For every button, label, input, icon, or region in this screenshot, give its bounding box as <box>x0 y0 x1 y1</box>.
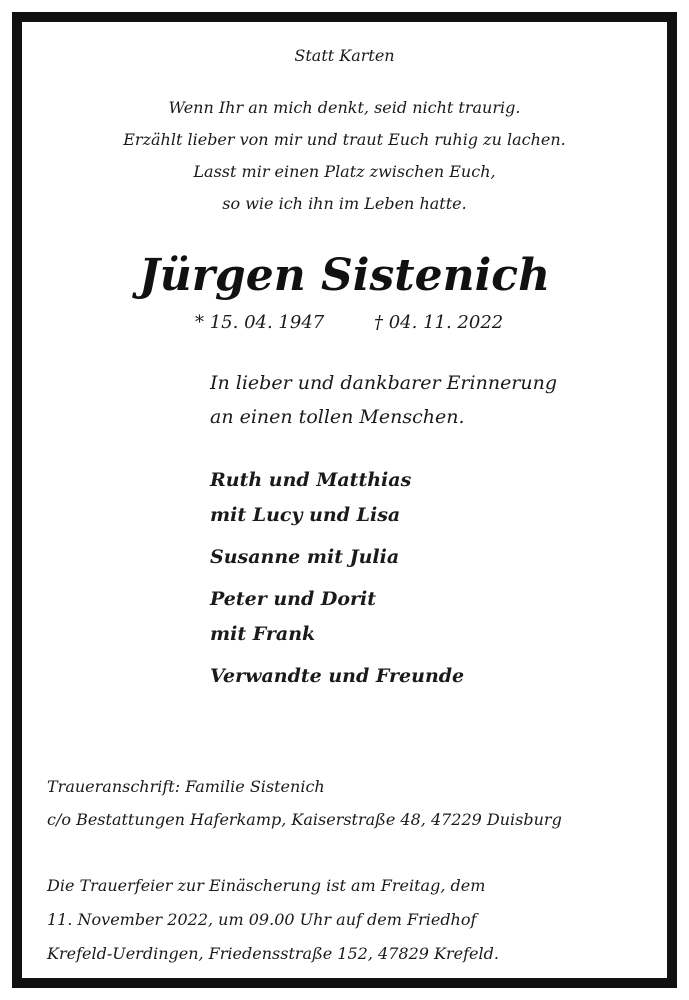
funeral-service-info <box>47 869 499 971</box>
deceased-name: Jürgen Sistenich <box>138 250 551 301</box>
poem-line: so wie ich ihn im Leben hatte. <box>222 194 467 213</box>
service-line: Die Trauerfeier zur Einäscherung ist am Freitag, dem <box>47 876 486 895</box>
poem-line: Wenn Ihr an mich denkt, seid nicht traurig. <box>168 98 521 117</box>
header-statt-karten: Statt Karten <box>294 46 395 65</box>
memory-line: an einen tollen Menschen. <box>210 406 465 428</box>
birth-date: * 15. 04. 1947 <box>195 312 325 333</box>
memory-text <box>210 366 557 434</box>
mourner-line: mit Lucy und Lisa <box>210 504 401 526</box>
service-line: 11. November 2022, um 09.00 Uhr auf dem Friedhof <box>47 910 477 929</box>
address-line: Traueranschrift: Familie Sistenich <box>47 777 325 796</box>
mourner-line: Peter und Dorit <box>210 588 377 610</box>
memory-line: In lieber und dankbarer Erinnerung <box>210 372 558 394</box>
death-date: † 04. 11. 2022 <box>374 312 504 333</box>
poem <box>0 92 689 220</box>
mourner-line: Ruth und Matthias <box>210 469 412 491</box>
mourner-line: Verwandte und Freunde <box>210 665 465 687</box>
mourning-address <box>47 770 562 836</box>
address-line: c/o Bestattungen Haferkamp, Kaiserstraße 48, 47229 Duisburg <box>47 810 562 829</box>
mourner-line: mit Frank <box>210 623 316 645</box>
poem-line: Lasst mir einen Platz zwischen Euch, <box>193 162 496 181</box>
mourners-list <box>210 463 464 694</box>
mourner-line: Susanne mit Julia <box>210 546 400 568</box>
service-line: Krefeld-Uerdingen, Friedensstraße 152, 47829 Krefeld. <box>47 944 499 963</box>
poem-line: Erzählt lieber von mir und traut Euch ruhig zu lachen. <box>123 130 566 149</box>
